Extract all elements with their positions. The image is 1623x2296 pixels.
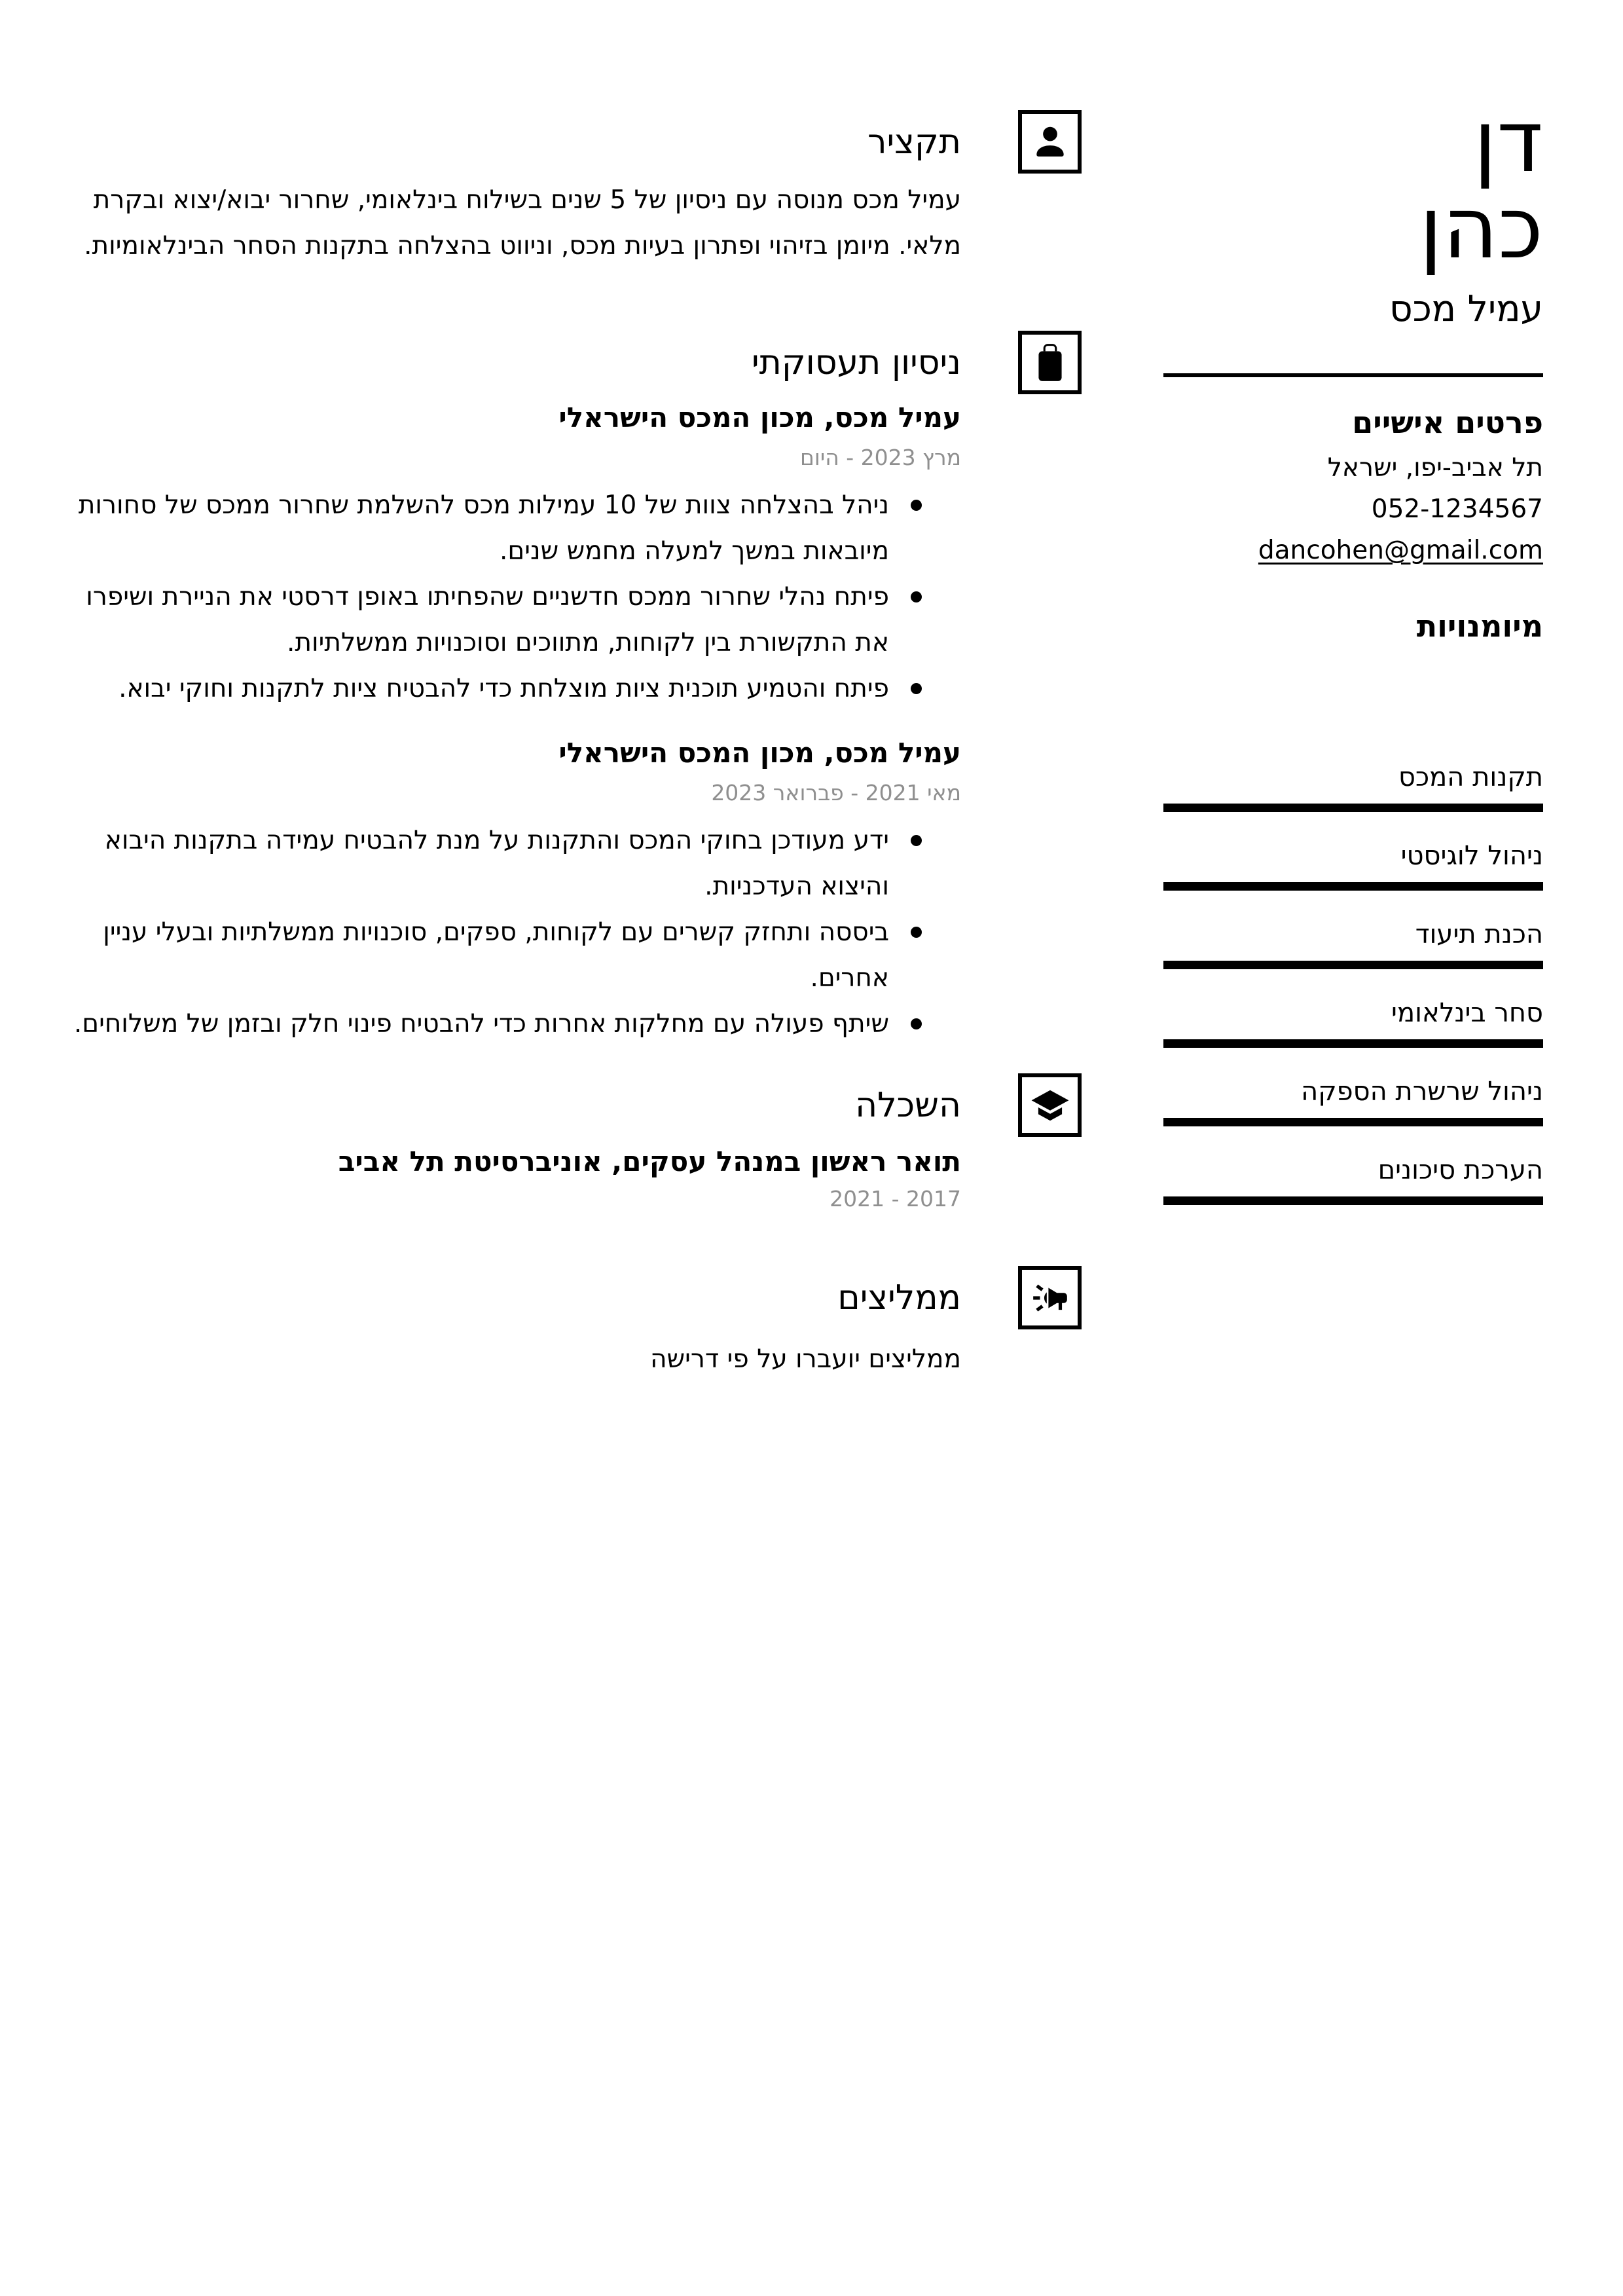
skill-list bbox=[1163, 759, 1543, 1205]
email-line bbox=[1163, 530, 1543, 571]
skill-bar bbox=[1163, 1118, 1543, 1126]
education-degree: תואר ראשון במנהל עסקים, אוניברסיטת תל אביב bbox=[338, 1145, 961, 1177]
education-dates: 2017 - 2021 bbox=[830, 1186, 961, 1212]
bullet-dot-icon bbox=[911, 500, 922, 511]
skill-item bbox=[1163, 1073, 1543, 1126]
bullet-dot-icon bbox=[911, 927, 922, 938]
references-title: ממליצים bbox=[837, 1278, 961, 1318]
job-role-company: עמיל מכס, מכון המכס הישראלי bbox=[558, 737, 961, 769]
bullet-dot-icon bbox=[911, 591, 922, 602]
job-bullet bbox=[62, 574, 927, 666]
job-entry bbox=[62, 400, 961, 712]
education-header bbox=[62, 1073, 1082, 1137]
skill-item bbox=[1163, 1152, 1543, 1205]
references-header bbox=[62, 1266, 1082, 1329]
skill-bar bbox=[1163, 882, 1543, 891]
bullet-dot-icon bbox=[911, 835, 922, 846]
email-link[interactable]: dancohen@gmail.com bbox=[1258, 536, 1543, 565]
person-icon-box bbox=[1018, 110, 1082, 174]
references-text: ממליצים יועברו על פי דרישה bbox=[650, 1344, 961, 1374]
personal-details-title: פרטים אישיים bbox=[1352, 405, 1543, 440]
references-body bbox=[62, 1337, 961, 1382]
education-title: השכלה bbox=[855, 1085, 961, 1125]
skill-bar bbox=[1163, 804, 1543, 812]
person-icon bbox=[1030, 122, 1070, 162]
skill-item bbox=[1163, 838, 1543, 891]
briefcase-icon bbox=[1030, 343, 1070, 383]
skill-bar bbox=[1163, 1196, 1543, 1205]
experience-title: ניסיון תעסוקתי bbox=[751, 343, 961, 382]
skill-bar bbox=[1163, 961, 1543, 969]
job-entry bbox=[62, 735, 961, 1047]
bullet-dot-icon bbox=[911, 1018, 922, 1029]
candidate-last-name: כהן bbox=[1419, 178, 1543, 278]
skill-label: תקנות המכס bbox=[1398, 762, 1543, 792]
sidebar-column bbox=[1163, 0, 1543, 1231]
summary-text: עמיל מכס מנוסה עם ניסיון של 5 שנים בשילוח בינלאומי, שחרור יבוא/יצוא ובקרת מלאי. מיומן בזיהוי ופתרון בעיות מכס, וניווט בהצלחה בתקנות הסחר הבינלאומיות. bbox=[84, 185, 961, 261]
skills-title: מיומנויות bbox=[1416, 608, 1543, 644]
skill-item bbox=[1163, 916, 1543, 969]
skill-label: ניהול לוגיסטי bbox=[1400, 841, 1543, 871]
megaphone-icon bbox=[1030, 1278, 1070, 1318]
job-bullet bbox=[62, 818, 927, 910]
phone-number: 052-1234567 bbox=[1371, 494, 1543, 524]
job-role-company: עמיל מכס, מכון המכס הישראלי bbox=[558, 401, 961, 434]
job-bullet bbox=[62, 910, 927, 1001]
job-bullet-list bbox=[62, 483, 927, 712]
education-body bbox=[62, 1144, 961, 1213]
job-bullet bbox=[62, 1001, 927, 1047]
job-bullet-text: ביססה ותחזק קשרים עם לקוחות, ספקים, סוכנויות ממשלתיות ובעלי עניין אחרים. bbox=[103, 917, 889, 993]
job-bullet-text: פיתח והטמיע תוכנית ציות מוצלחת כדי להבטיח ציות לתקנות וחוקי יבוא. bbox=[119, 674, 889, 703]
section-experience bbox=[62, 331, 1082, 1047]
job-bullet bbox=[62, 483, 927, 574]
candidate-job-title: עמיל מכס bbox=[1389, 287, 1543, 329]
section-references bbox=[62, 1266, 1082, 1382]
skill-bar-fill bbox=[1163, 1039, 1543, 1048]
skill-item bbox=[1163, 759, 1543, 812]
skill-item bbox=[1163, 995, 1543, 1048]
job-bullet-text: שיתף פעולה עם מחלקות אחרות כדי להבטיח פינוי חלק ובזמן של משלוחים. bbox=[73, 1009, 889, 1039]
candidate-name bbox=[1163, 92, 1543, 278]
bullet-dot-icon bbox=[911, 683, 922, 694]
briefcase-icon-box bbox=[1018, 331, 1082, 394]
skill-bar bbox=[1163, 1039, 1543, 1048]
graduation-cap-icon bbox=[1030, 1085, 1070, 1126]
job-bullet-text: פיתח נהלי שחרור ממכס חדשניים שהפחיתו באופן דרסטי את הניירת ושיפרו את התקשורת בין לקוחות, מתווכים וסוכנויות ממשלתיות. bbox=[86, 582, 889, 657]
job-dates: מרץ 2023 - היום bbox=[799, 445, 961, 470]
location-text: תל אביב-יפו, ישראל bbox=[1327, 453, 1543, 483]
skill-bar-fill bbox=[1163, 882, 1543, 891]
skill-bar-fill bbox=[1163, 1118, 1543, 1126]
job-bullet bbox=[62, 666, 927, 712]
summary-header bbox=[62, 110, 1082, 174]
experience-header bbox=[62, 331, 1082, 394]
skill-bar-fill bbox=[1163, 1196, 1543, 1205]
graduation-cap-icon-box bbox=[1018, 1073, 1082, 1137]
skill-bar-fill bbox=[1163, 804, 1543, 812]
skill-label: סחר בינלאומי bbox=[1391, 998, 1543, 1028]
job-bullet-text: ניהל בהצלחה צוות של 10 עמילות מכס להשלמת שחרור ממכס של סחורות מיובאות במשך למעלה מחמש שנים. bbox=[78, 491, 889, 566]
main-column bbox=[62, 0, 1082, 1382]
skill-bar-fill bbox=[1163, 961, 1543, 969]
job-bullet-list bbox=[62, 818, 927, 1047]
candidate-first-name: דן bbox=[1473, 92, 1543, 191]
skill-label: הכנת תיעוד bbox=[1415, 919, 1543, 950]
section-summary bbox=[62, 110, 1082, 269]
megaphone-icon-box bbox=[1018, 1266, 1082, 1329]
skill-label: הערכת סיכונים bbox=[1377, 1155, 1543, 1185]
summary-body bbox=[62, 177, 961, 269]
skill-label: ניהול שרשרת הספקה bbox=[1301, 1077, 1543, 1107]
job-bullet-text: ידע מעודכן בחוקי המכס והתקנות על מנת להבטיח עמידה בתקנות היבוא והיצוא העדכניות. bbox=[104, 826, 889, 901]
experience-body bbox=[62, 400, 961, 1047]
divider bbox=[1163, 373, 1543, 377]
summary-title: תקציר bbox=[867, 122, 961, 162]
section-education bbox=[62, 1073, 1082, 1213]
job-dates: מאי 2021 - פברואר 2023 bbox=[711, 780, 961, 805]
contact-block bbox=[1163, 447, 1543, 571]
